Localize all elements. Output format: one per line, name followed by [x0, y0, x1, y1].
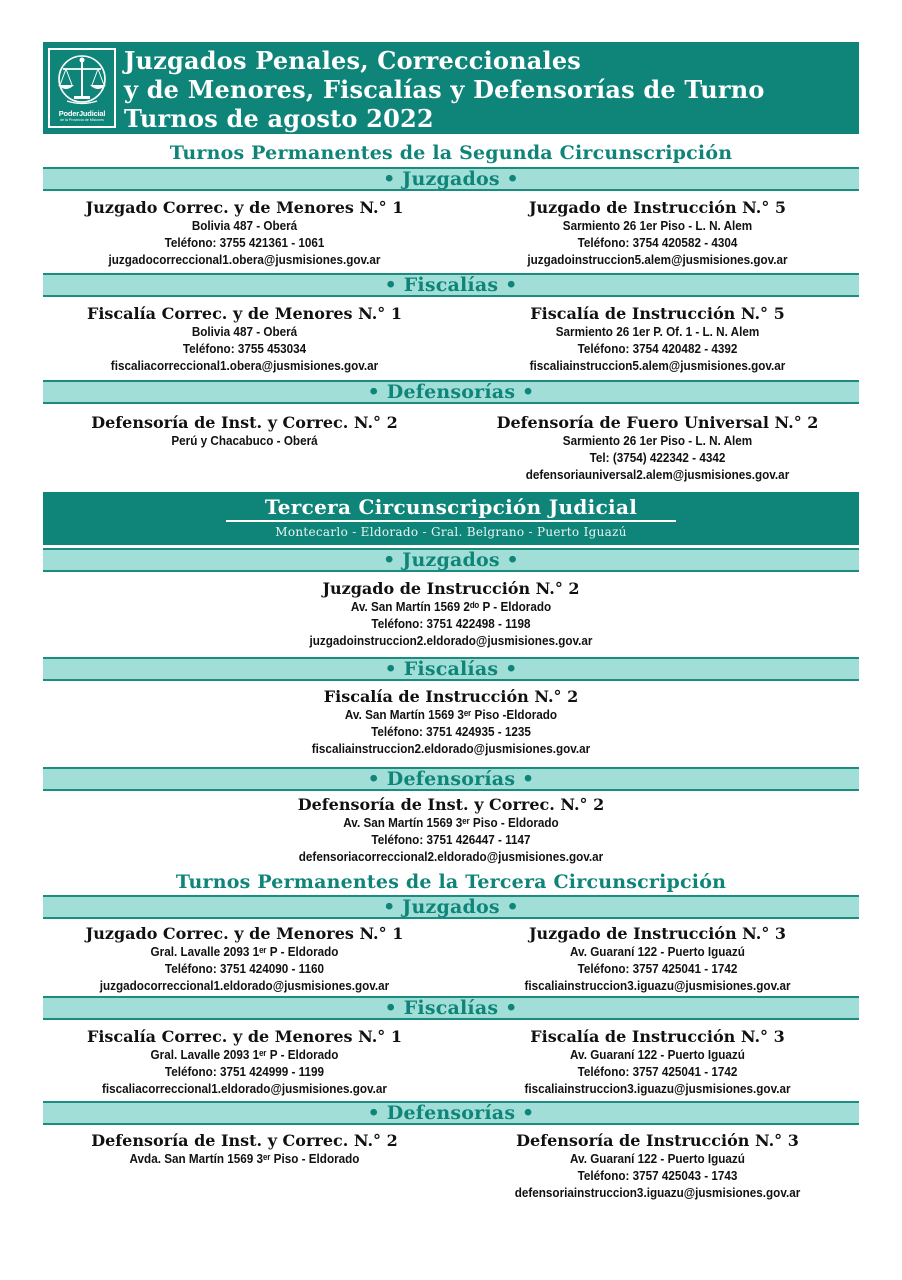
- office-phone: Teléfono: 3751 422498 - 1198: [371, 616, 531, 631]
- banner-divider: [226, 520, 676, 522]
- office-entry: [43, 199, 446, 268]
- header-title-line-1: Juzgados Penales, Correccionales: [124, 46, 582, 75]
- office-name: Fiscalía Correc. y de Menores N.° 1: [86, 304, 403, 323]
- office-phone: Teléfono: 3757 425043 - 1743: [577, 1168, 738, 1183]
- office-phone: Tel: (3754) 422342 - 4342: [589, 450, 726, 465]
- office-email: juzgadoinstruccion5.alem@jusmisiones.gov.ar: [527, 252, 788, 267]
- office-email: juzgadoinstruccion2.eldorado@jusmisiones.gov.ar: [309, 633, 593, 648]
- category-bar-defensorias: • Defensorías •: [43, 380, 859, 404]
- office-address: Perú y Chacabuco - Oberá: [171, 433, 318, 448]
- office-address: Av. San Martín 1569 2ᵈᵒ P - Eldorado: [350, 599, 552, 614]
- office-email: fiscaliainstruccion2.eldorado@jusmisiones.gov.ar: [311, 741, 591, 756]
- office-address: Av. Guaraní 122 - Puerto Iguazú: [570, 1047, 745, 1062]
- category-bar-juzgados: • Juzgados •: [43, 895, 859, 919]
- office-address: Sarmiento 26 1er P. Of. 1 - L. N. Alem: [555, 324, 760, 339]
- logo-title: PoderJudicial: [58, 109, 106, 118]
- category-bar-fiscalias: • Fiscalías •: [43, 273, 859, 297]
- tercera-circunscripcion-banner: [43, 492, 859, 545]
- office-email: defensoriauniversal2.alem@jusmisiones.gov.ar: [525, 467, 790, 482]
- office-entry: [43, 925, 446, 994]
- office-name: Defensoría de Inst. y Correc. N.° 2: [91, 413, 398, 432]
- header-title-line-3: Turnos de agosto 2022: [124, 104, 434, 133]
- office-name: Fiscalía de Instrucción N.° 5: [530, 304, 785, 323]
- office-address: Sarmiento 26 1er Piso - L. N. Alem: [562, 433, 753, 448]
- office-email: defensoriacorreccional2.eldorado@jusmisiones.gov.ar: [298, 849, 604, 864]
- office-phone: Teléfono: 3757 425041 - 1742: [577, 1064, 738, 1079]
- office-email: fiscaliainstruccion3.iguazu@jusmisiones.gov.ar: [524, 978, 791, 993]
- category-bar-juzgados: • Juzgados •: [43, 548, 859, 572]
- office-entry: [43, 1132, 446, 1167]
- office-phone: Teléfono: 3751 424999 - 1199: [164, 1064, 325, 1079]
- poder-judicial-logo: [48, 48, 116, 128]
- office-entry: [43, 305, 446, 374]
- office-address: Av. Guaraní 122 - Puerto Iguazú: [570, 944, 745, 959]
- office-name: Defensoría de Inst. y Correc. N.° 2: [91, 1131, 398, 1150]
- office-phone: Teléfono: 3751 424090 - 1160: [164, 961, 325, 976]
- category-bar-juzgados: • Juzgados •: [43, 167, 859, 191]
- banner-subtitle: Montecarlo - Eldorado - Gral. Belgrano - Puerto Iguazú: [275, 525, 627, 539]
- office-entry: [43, 688, 859, 757]
- office-phone: Teléfono: 3754 420482 - 4392: [577, 341, 738, 356]
- office-entry: [456, 925, 859, 994]
- office-email: fiscaliainstruccion3.iguazu@jusmisiones.gov.ar: [524, 1081, 791, 1096]
- office-email: fiscaliainstruccion5.alem@jusmisiones.gov.ar: [529, 358, 786, 373]
- office-address: Av. Guaraní 122 - Puerto Iguazú: [570, 1151, 745, 1166]
- office-address: Bolivia 487 - Oberá: [191, 324, 298, 339]
- category-bar-defensorias: • Defensorías •: [43, 767, 859, 791]
- office-address: Av. San Martín 1569 3ᵉʳ Piso - Eldorado: [343, 815, 559, 830]
- office-entry: [456, 199, 859, 268]
- office-email: defensoriainstruccion3.iguazu@jusmisiones.gov.ar: [514, 1185, 801, 1200]
- office-phone: Teléfono: 3751 426447 - 1147: [371, 832, 531, 847]
- office-phone: Teléfono: 3754 420582 - 4304: [577, 235, 738, 250]
- banner-title: Tercera Circunscripción Judicial: [264, 495, 638, 519]
- category-bar-fiscalias: • Fiscalías •: [43, 657, 859, 681]
- office-address: Sarmiento 26 1er Piso - L. N. Alem: [562, 218, 753, 233]
- section-title-tercera: Turnos Permanentes de la Tercera Circunscripción: [175, 871, 727, 893]
- office-address: Bolivia 487 - Oberá: [191, 218, 298, 233]
- office-entry: [456, 1132, 859, 1201]
- office-phone: Teléfono: 3757 425041 - 1742: [577, 961, 738, 976]
- office-name: Juzgado de Instrucción N.° 3: [528, 924, 787, 943]
- category-bar-fiscalias: • Fiscalías •: [43, 996, 859, 1020]
- office-entry: [456, 414, 859, 483]
- office-name: Defensoría de Instrucción N.° 3: [516, 1131, 799, 1150]
- office-name: Fiscalía de Instrucción N.° 2: [323, 687, 579, 706]
- office-email: juzgadocorreccional1.eldorado@jusmisiones.gov.ar: [99, 978, 390, 993]
- office-address: Avda. San Martín 1569 3ᵉʳ Piso - Eldorado: [129, 1151, 360, 1166]
- header-banner: [43, 42, 859, 134]
- office-name: Defensoría de Fuero Universal N.° 2: [496, 413, 819, 432]
- office-entry: [456, 305, 859, 374]
- scales-of-justice-icon: [53, 53, 111, 107]
- office-name: Juzgado Correc. y de Menores N.° 1: [85, 924, 404, 943]
- office-email: juzgadocorreccional1.obera@jusmisiones.gov.ar: [108, 252, 381, 267]
- category-bar-defensorias: • Defensorías •: [43, 1101, 859, 1125]
- logo-subtitle: de la Provincia de Misiones: [60, 118, 104, 122]
- office-entry: [43, 1028, 446, 1097]
- office-email: fiscaliacorreccional1.eldorado@jusmisiones.gov.ar: [102, 1081, 387, 1096]
- office-entry: [43, 580, 859, 649]
- office-entry: [43, 414, 446, 449]
- office-name: Juzgado de Instrucción N.° 2: [322, 579, 580, 598]
- section-title-segunda: Turnos Permanentes de la Segunda Circunscripción: [169, 142, 733, 164]
- office-address: Av. San Martín 1569 3ᵉʳ Piso -Eldorado: [344, 707, 558, 722]
- office-address: Gral. Lavalle 2093 1ᵉʳ P - Eldorado: [150, 944, 339, 959]
- office-entry: [456, 1028, 859, 1097]
- office-name: Juzgado Correc. y de Menores N.° 1: [85, 198, 404, 217]
- office-name: Fiscalía de Instrucción N.° 3: [530, 1027, 785, 1046]
- office-entry: [43, 796, 859, 865]
- office-phone: Teléfono: 3755 421361 - 1061: [164, 235, 325, 250]
- office-name: Fiscalía Correc. y de Menores N.° 1: [86, 1027, 403, 1046]
- office-name: Defensoría de Inst. y Correc. N.° 2: [297, 795, 605, 814]
- office-phone: Teléfono: 3755 453034: [182, 341, 307, 356]
- header-title-line-2: y de Menores, Fiscalías y Defensorías de Turno: [124, 75, 765, 104]
- office-name: Juzgado de Instrucción N.° 5: [528, 198, 787, 217]
- office-email: fiscaliacorreccional1.obera@jusmisiones.gov.ar: [110, 358, 379, 373]
- office-address: Gral. Lavalle 2093 1ᵉʳ P - Eldorado: [150, 1047, 339, 1062]
- office-phone: Teléfono: 3751 424935 - 1235: [371, 724, 531, 739]
